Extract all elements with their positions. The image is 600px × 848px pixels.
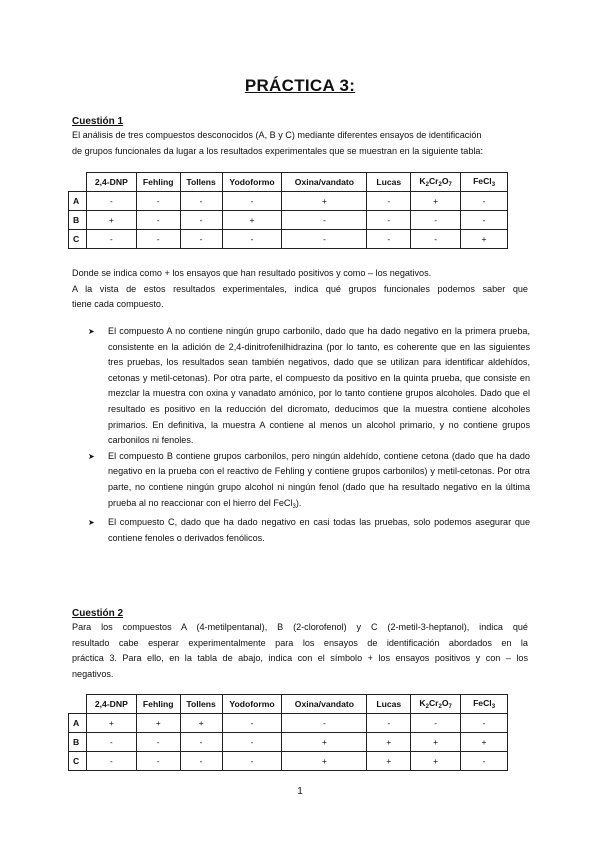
result-cell: + xyxy=(180,714,222,733)
answer-text: El compuesto B contiene grupos carbonilos, pero ningún aldehído, contiene cetona (dado que ha dado negativo en la prueba con el reactivo de Fehling y contiene grupos carbonilos) y metil-cetonas. Por otra parte, no contiene ningún grupo alcohol ni ningún fenol (dado que ha resultado negativo en la última prueba al no reaccionar con el hierro del FeCl$_3$). xyxy=(108,450,530,510)
followup-line: Donde se indica como + los ensayos que han resultado positivos y como – los negativos. xyxy=(72,268,432,278)
result-cell: + xyxy=(222,211,282,230)
table-row xyxy=(69,211,508,230)
table-row xyxy=(69,714,508,733)
result-cell: + xyxy=(411,192,461,211)
table-corner-cell xyxy=(69,173,87,192)
question-2-intro xyxy=(72,620,528,682)
result-cell: + xyxy=(461,733,508,752)
followup-line: A la vista de estos resultados experimentales, indica qué grupos funcionales podemos saber que xyxy=(72,283,528,294)
table-header-cell: Oxina/vandato xyxy=(282,173,367,192)
result-cell: - xyxy=(180,192,222,211)
table-header-cell: $K_2Cr_2O_7$ xyxy=(411,173,461,192)
result-cell: - xyxy=(367,192,411,211)
table-header-cell: 2,4-DNP xyxy=(86,173,136,192)
table-header-cell: Lucas xyxy=(367,173,411,192)
result-cell: - xyxy=(282,714,367,733)
result-cell: - xyxy=(461,211,508,230)
result-cell: - xyxy=(180,230,222,249)
result-cell: + xyxy=(411,733,461,752)
result-cell: - xyxy=(282,211,367,230)
result-cell: + xyxy=(282,192,367,211)
result-cell: - xyxy=(136,230,180,249)
result-cell: + xyxy=(86,211,136,230)
table-row xyxy=(69,752,508,771)
question-2-heading: Cuestión 2 xyxy=(72,608,124,619)
arrowhead-bullet-icon: ➤ xyxy=(88,451,95,461)
result-cell: - xyxy=(86,733,136,752)
intro-line: resultado cabe esperar experimentalmente para los ensayos de identificación abordados en la xyxy=(72,637,528,648)
question-1-followup xyxy=(72,266,528,313)
result-cell: + xyxy=(461,230,508,249)
answer-text: El compuesto A no contiene ningún grupo carbonilo, dado que ha dado negativo en la primera prueba, consistente en la adición de 2,4-dinitrofenilhidrazina (por lo tanto, es coherente que en las siguientes tres pruebas, los resultados sean también negativos, dado que se utilizan para identificar aldehídos, cetonas y metil-cetonas). Por otra parte, el compuesto da positivo en la quinta prueba, que consiste en mezclar la muestra con oxina y vanadato amónico, por lo tanto contiene grupos alcoholes. Dado que el resultado es positivo en la reducción del dicromato, deducimos que la muestra contiene alcoholes primarios. En definitiva, la muestra A contiene al menos un alcohol primario, y no contiene grupos carbonilos ni fenoles. xyxy=(108,326,530,446)
table-header-cell: Lucas xyxy=(367,695,411,714)
result-cell: - xyxy=(222,714,282,733)
result-cell: - xyxy=(282,230,367,249)
row-label: C xyxy=(69,230,87,249)
table-corner-cell xyxy=(69,695,87,714)
result-cell: + xyxy=(282,733,367,752)
answer-item xyxy=(88,449,530,515)
row-label: A xyxy=(69,192,87,211)
table-header-cell: $K_2Cr_2O_7$ xyxy=(411,695,461,714)
row-label: B xyxy=(69,211,87,230)
result-cell: - xyxy=(367,714,411,733)
result-cell: - xyxy=(180,733,222,752)
table-header-cell: Fehling xyxy=(136,173,180,192)
result-cell: - xyxy=(222,752,282,771)
table-header-cell: 2,4-DNP xyxy=(86,695,136,714)
question-1-intro xyxy=(72,128,528,159)
result-cell: - xyxy=(180,211,222,230)
result-cell: - xyxy=(136,211,180,230)
result-cell: + xyxy=(367,752,411,771)
result-cell: - xyxy=(367,230,411,249)
result-cell: - xyxy=(461,752,508,771)
result-cell: + xyxy=(367,733,411,752)
table-header-cell: Oxina/vandato xyxy=(282,695,367,714)
table-row xyxy=(69,230,508,249)
result-cell: - xyxy=(222,733,282,752)
result-cell: + xyxy=(282,752,367,771)
table-header-cell: FeCl$_3$ xyxy=(461,173,508,192)
intro-line: Para los compuestos A (4-metilpentanal), B (2-clorofenol) y C (2-metil-3-heptanol), indica qué xyxy=(72,622,528,632)
table-header-cell: Fehling xyxy=(136,695,180,714)
result-cell: - xyxy=(461,714,508,733)
answer-text: El compuesto C, dado que ha dado negativo en casi todas las pruebas, solo podemos asegurar que contiene fenoles o derivados fenólicos. xyxy=(108,517,530,543)
row-label: A xyxy=(69,714,87,733)
result-cell: - xyxy=(136,733,180,752)
result-cell: - xyxy=(411,714,461,733)
result-cell: - xyxy=(86,192,136,211)
result-cell: + xyxy=(86,714,136,733)
results-table-2 xyxy=(68,694,508,771)
intro-line: de grupos funcionales da lugar a los resultados experimentales que se muestran en la siguiente tabla: xyxy=(72,145,483,156)
table-row xyxy=(69,192,508,211)
table-header-cell: FeCl$_3$ xyxy=(461,695,508,714)
result-cell: - xyxy=(367,211,411,230)
result-cell: + xyxy=(136,714,180,733)
result-cell: - xyxy=(222,230,282,249)
answer-list xyxy=(88,324,530,546)
table-header-cell: Tollens xyxy=(180,695,222,714)
answer-item xyxy=(88,324,530,449)
result-cell: - xyxy=(180,752,222,771)
page-title: PRÁCTICA 3: xyxy=(244,76,356,95)
table-header-cell: Yodoformo xyxy=(222,173,282,192)
page-number: 1 xyxy=(297,786,303,797)
intro-line: negativos. xyxy=(72,668,114,679)
intro-line: práctica 3. Para ello, en la tabla de abajo, indica con el símbolo + los ensayos positivos y con – los xyxy=(72,653,528,663)
intro-line: El análisis de tres compuestos desconocidos (A, B y C) mediante diferentes ensayos de identificación xyxy=(72,130,482,140)
result-cell: - xyxy=(411,211,461,230)
table-row xyxy=(69,733,508,752)
row-label: B xyxy=(69,733,87,752)
result-cell: + xyxy=(411,752,461,771)
results-table-1 xyxy=(68,172,508,249)
result-cell: - xyxy=(136,752,180,771)
arrowhead-bullet-icon: ➤ xyxy=(88,327,95,336)
question-1-heading: Cuestión 1 xyxy=(72,116,124,127)
followup-line: tiene cada compuesto. xyxy=(72,299,164,309)
result-cell: - xyxy=(136,192,180,211)
table-header-cell: Tollens xyxy=(180,173,222,192)
result-cell: - xyxy=(86,230,136,249)
table-header-cell: Yodoformo xyxy=(222,695,282,714)
result-cell: - xyxy=(411,230,461,249)
result-cell: - xyxy=(86,752,136,771)
arrowhead-bullet-icon: ➤ xyxy=(88,518,95,528)
row-label: C xyxy=(69,752,87,771)
answer-item xyxy=(88,515,530,546)
result-cell: - xyxy=(461,192,508,211)
result-cell: - xyxy=(222,192,282,211)
